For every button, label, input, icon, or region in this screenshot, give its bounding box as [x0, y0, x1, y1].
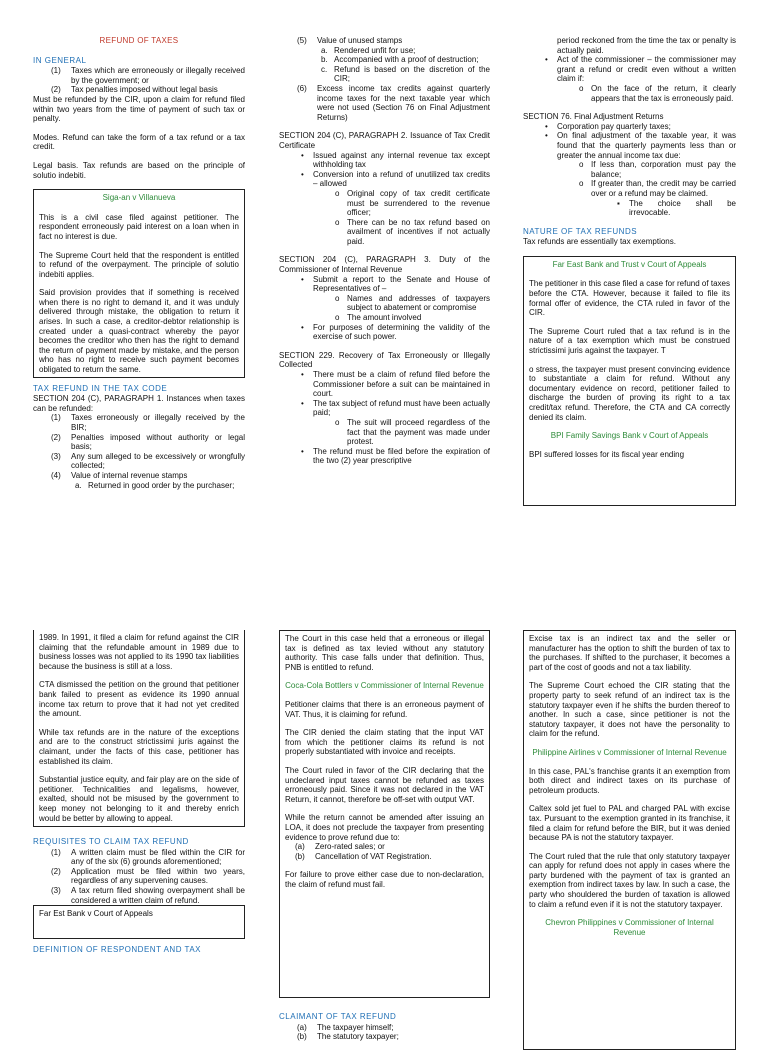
case-paragraph: The Court ruled that the rule that only statutory taxpayer can apply for refund does not apply in cases where the party burdened with the payment of tax is granted an exemption from indirect taxes by law. In such a case, the party who shouldered the burden of taxation is allowed to claim a refund even if it is not the statutory taxpayer. — [529, 851, 730, 909]
list-item: (a) The taxpayer himself; — [297, 1022, 394, 1032]
column-2-top — [279, 36, 490, 576]
list-item: b. Accompanied with a proof of destruction; — [321, 55, 479, 65]
case-paragraph: Substantial justice equity, and fair play are on the side of petitioner. Technicalities and legalisms, however, exalted, should not be misused by the government to keep money not belonging to it and thereby enrich would be better by allowing to appeal. — [39, 775, 239, 823]
case-title: Chevron Philippines v Commissioner of Internal Revenue — [545, 918, 714, 937]
list-item: a. Rendered unfit for use; — [321, 45, 416, 55]
list-item: ▪ The choice shall be irrevocable. — [617, 198, 736, 218]
claimant-list — [279, 1023, 490, 1042]
list-item: (3) A tax return filed showing overpayment shall be considered a written claim of refund. — [51, 886, 245, 905]
case-title: Siga-an v Villanueva — [102, 193, 176, 203]
paragraph-modes: Modes. Refund can take the form of a tax refund or a tax credit. — [33, 132, 245, 152]
list-item: o The suit will proceed regardless of the fact that the payment was made under protest. — [335, 417, 490, 447]
case-paragraph: BPI suffered losses for its fiscal year ending — [529, 449, 685, 459]
case-paragraph: The Supreme Court echoed the CIR stating that the property party to seek refund of an indirect tax is the statutory taxpayer even if he shifts the burden thereof to another. In such a case, since petitioner is not the statutory taxpayer, it does not have the personality to claim for the refund. — [529, 681, 730, 739]
case-paragraph: The Supreme Court ruled that a tax refund is in the nature of a tax exemption which must be construed strictissimi juris against the taxpayer. T — [529, 326, 730, 356]
in-general-heading: IN GENERAL — [33, 55, 87, 65]
list-item: • Issued against any internal revenue tax except withholding tax — [301, 150, 490, 170]
list-item: o Original copy of tax credit certificate must be surrendered to the revenue officer; — [335, 188, 490, 218]
list-item: (b) Cancellation of VAT Registration. — [295, 851, 432, 861]
list-item: (2) Penalties imposed without authority or legal basis; — [51, 432, 245, 452]
list-item: • Corporation pay quarterly taxes; — [545, 121, 671, 131]
list-item: (2) Tax penalties imposed without legal basis — [51, 85, 218, 95]
case-paragraph: Excise tax is an indirect tax and the seller or manufacturer has the option to shift the burden of tax to the purchases. If shifted to the purchaser, it becomes a part of the cost of goods and not a tax liability. — [529, 634, 730, 672]
column-1-bottom — [33, 630, 245, 1024]
section-204c-p2: SECTION 204 (C), PARAGRAPH 2. Issuance of Tax Credit Certificate — [279, 131, 490, 150]
case-paragraph: CTA dismissed the petition on the ground that petitioner bank failed to present as evidence its 1990 annual income tax return to prove that it had not yet credited the amount. — [39, 680, 239, 719]
list-item: (5) Value of unused stamps — [297, 36, 403, 45]
column-1-top — [33, 36, 245, 576]
nature-text: Tax refunds are essentially tax exemptions. — [523, 237, 676, 247]
list-item: • Conversion into a refund of unutilized tax credits – allowed — [301, 169, 490, 189]
column-3-bottom — [523, 630, 736, 1024]
case-box-far-east-bank — [523, 256, 736, 506]
list-item: o There can be no tax refund based on availment of incentives if not actually paid. — [335, 217, 490, 246]
list-item: (1) Taxes which are erroneously or illegally received by the government; or — [51, 66, 245, 85]
refund-due-list — [285, 842, 484, 861]
tax-code-heading: TAX REFUND IN THE TAX CODE — [33, 383, 168, 393]
case-title: BPI Family Savings Bank v Court of Appeals — [550, 431, 709, 441]
list-item: • The refund must be filed before the expiration of the two (2) year prescriptive — [301, 446, 490, 466]
document-title: REFUND OF TAXES — [99, 36, 179, 45]
case-paragraph: The Court ruled in favor of the CIR declaring that the undeclared input taxes cannot be refunded as taxes erroneously paid. Since it was not declared in the VAT Return, it cannot, therefore be off-set with output VAT. — [285, 765, 484, 804]
list-item: • The tax subject of refund must have been actually paid; — [301, 398, 490, 418]
final-adjustment-list — [523, 122, 736, 218]
in-general-list — [33, 66, 245, 95]
column-2-bottom — [279, 630, 490, 1042]
case-paragraph: The petitioner in this case filed a case for refund of taxes before the CTA. However, because it failed to file its formal offer of evidence, the CTA ruled in favor of the CIR. — [529, 279, 730, 318]
prescriptive-list — [523, 36, 736, 103]
case-paragraph: In this case, PAL's franchise grants it an exemption from both direct and indirect taxes on its purchase of petroleum products. — [529, 766, 730, 795]
list-item: o If less than, corporation must pay the balance; — [579, 160, 736, 179]
case-paragraph: This is a civil case filed against petitioner. The respondent erroneously paid interest on a loan when in fact no interest is due. — [39, 212, 239, 241]
case-box-bpi-continued — [33, 630, 245, 827]
list-item: (1) Taxes erroneously or illegally received by the BIR; — [51, 413, 245, 432]
list-item: o On the face of the return, it clearly appears that the tax is erroneously paid. — [579, 83, 736, 103]
section-204c-p3: SECTION 204 (C), PARAGRAPH 3. Duty of the Commissioner of Internal Revenue — [279, 255, 490, 275]
case-box-far-est-bank — [33, 905, 245, 939]
paragraph-must-refund: Must be refunded by the CIR, upon a claim for refund filed within two years from the time of payment of such tax or penalty. — [33, 94, 245, 124]
case-paragraph: Petitioner claims that there is an erroneous payment of VAT. Thus, it is claiming for refund. — [285, 699, 484, 719]
list-item: o Names and addresses of taxpayers subject to abatement or compromise — [335, 293, 490, 313]
list-item: • There must be a claim of refund filed before the Commissioner before a suit can be maintained in court. — [301, 370, 490, 399]
case-title: Philippine Airlines v Commissioner of Internal Revenue — [532, 747, 727, 757]
stamps-list — [279, 36, 490, 122]
duty-list — [279, 275, 490, 342]
list-item: • On final adjustment of the taxable year, it was found that the quarterly payments less than or greater the annual income tax due: — [545, 131, 736, 160]
case-paragraph: While the return cannot be amended after issuing an LOA, it does not preclude the taxpayer from presenting evidence to prove refund due to: — [285, 813, 484, 842]
case-paragraph: Said provision provides that if something is received when there is no right to demand it, and it was unduly delivered through mistake, the obligation to return it arises. In such a case, a creditor-debtor relationship is created under a quasi-contract whereby the payor becomes the creditor who then has the right to demand the return of payment made by mistake, and the person who has no right to receive such payment becomes obligated to return the same. — [39, 288, 239, 375]
list-item: c. Refund is based on the discretion of the CIR; — [321, 64, 490, 84]
requisites-list — [33, 848, 245, 906]
case-title: Far East Bank and Trust v Court of Appeals — [552, 259, 707, 269]
case-box-coca-cola — [279, 630, 490, 998]
case-paragraph: The Court in this case held that a erroneous or illegal tax is defined as tax levied without any statutory authority. This case falls under that definition. Thus, PNB is entitled to refund. — [285, 634, 484, 672]
column-3-top — [523, 36, 736, 576]
list-item: (1) A written claim must be filed within the CIR for any of the six (6) grounds aforementioned; — [51, 847, 245, 867]
case-paragraph: For failure to prove either case due to non-declaration, the claim of refund must fail. — [285, 870, 484, 889]
case-title: Far Est Bank v Court of Appeals — [39, 909, 153, 919]
list-item: (a) Zero-rated sales; or — [295, 842, 385, 852]
refund-instances-list — [33, 413, 245, 490]
list-item: (3) Any sum alleged to be excessively or wrongfully collected; — [51, 451, 245, 471]
case-paragraph: While tax refunds are in the nature of the exceptions and are to the construct strictissimi juris against the claimant, under the facts of this case, petitioner has established its claim. — [39, 727, 239, 766]
case-title: Coca-Cola Bottlers v Commissioner of Internal Revenue — [285, 681, 484, 691]
case-paragraph: The Supreme Court held that the respondent is entitled to refund of the overpayment. The principle of solutio indebiti applies. — [39, 250, 239, 279]
list-item: o The amount involved — [335, 313, 422, 323]
section-76: SECTION 76. Final Adjustment Returns — [523, 112, 664, 122]
tax-credit-list — [279, 151, 490, 247]
case-paragraph: The CIR denied the claim stating that the input VAT from which the petitioner claims its refund is not properly substantiated with invoice and receipts. — [285, 728, 484, 757]
list-item: period reckoned from the time the tax or penalty is actually paid. — [557, 36, 736, 55]
definition-heading: DEFINITION OF RESPONDENT AND TAX — [33, 945, 202, 955]
paragraph-legal-basis: Legal basis. Tax refunds are based on the principle of solutio indebiti. — [33, 160, 245, 180]
list-item: • Act of the commissioner – the commissioner may grant a refund or credit even without a written claim if: — [545, 55, 736, 84]
nature-heading: NATURE OF TAX REFUNDS — [523, 226, 638, 236]
case-paragraph: o stress, the taxpayer must present convincing evidence to substantiate a claim for refund. Without any documentary evidence on record, petitioner failed to discharge the burden of proving its right to a tax credit/tax refund. Therefore, the CTA and CA correctly denied its claim. — [529, 364, 730, 422]
case-box-siga-an — [33, 189, 245, 378]
list-item: • Submit a report to the Senate and House of Representatives of – — [301, 274, 490, 294]
case-paragraph: 1989. In 1991, it filed a claim for refund against the CIR claiming that the refundable amount in 1989 due to business losses was not applied to its 1990 tax liabilities because the business is still at a loss. — [39, 633, 239, 671]
case-paragraph: Caltex sold jet fuel to PAL and charged PAL with excise tax. Pursuant to the exemption granted in its franchise, it filed a claim for refund before the BIR, but it was denied because PA is not the statutory taxpayer. — [529, 804, 730, 843]
section-204c-p1: SECTION 204 (C), PARAGRAPH 1. Instances when taxes can be refunded: — [33, 394, 245, 413]
list-item: (b) The statutory taxpayer; — [297, 1032, 399, 1042]
list-item: (4) Value of internal revenue stamps — [51, 470, 188, 480]
requisites-heading: REQUISITES TO CLAIM TAX REFUND — [33, 837, 189, 847]
list-item: (2) Application must be filed within two years, regardless of any supervening causes. — [51, 866, 245, 886]
recovery-list — [279, 370, 490, 466]
list-item: • For purposes of determining the validity of the exercise of such power. — [301, 322, 490, 342]
section-229: SECTION 229. Recovery of Tax Erroneously or Illegally Collected — [279, 350, 490, 370]
list-item: a. Returned in good order by the purchaser; — [75, 480, 235, 490]
list-item: (6) Excess income tax credits against quarterly income taxes for the next taxable year which were not used (Section 76 on Final Adjustment Returns) — [297, 83, 490, 122]
list-item: o If greater than, the credit may be carried over or a refund may be claimed. — [579, 179, 736, 198]
case-box-philippine-airlines — [523, 630, 736, 1050]
claimant-heading: CLAIMANT OF TAX REFUND — [279, 1012, 397, 1021]
